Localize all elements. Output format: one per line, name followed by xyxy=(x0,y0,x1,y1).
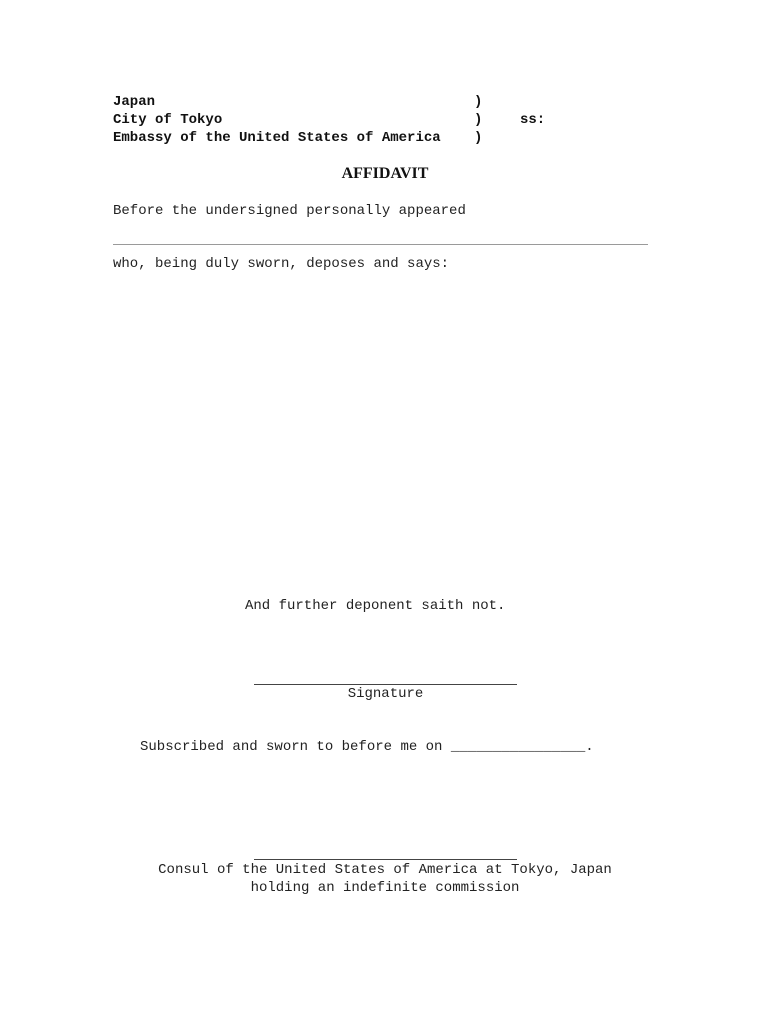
venue-ss: ss: xyxy=(520,112,546,128)
closing-statement: And further deponent saith not. xyxy=(245,598,506,614)
consul-title-line1: Consul of the United States of America at Tokyo, Japan xyxy=(158,862,612,878)
subscribed-label: Subscribed and sworn to before me on xyxy=(140,739,443,755)
consul-signature-line[interactable] xyxy=(254,859,517,860)
venue-paren-2: ) xyxy=(474,112,483,128)
signature-label: Signature xyxy=(347,686,424,702)
venue-city: City of Tokyo xyxy=(113,112,223,128)
sworn-statement: who, being duly sworn, deposes and says: xyxy=(113,256,450,272)
consul-title-line2: holding an indefinite commission xyxy=(250,880,520,896)
document-title: AFFIDAVIT xyxy=(341,165,429,182)
venue-embassy: Embassy of the United States of America xyxy=(113,130,441,146)
deponent-name-line[interactable] xyxy=(113,244,648,245)
subscribed-period: . xyxy=(585,739,594,755)
venue-country: Japan xyxy=(113,94,156,110)
intro-text: Before the undersigned personally appeared xyxy=(113,203,466,219)
subscribed-text xyxy=(140,738,594,756)
venue-paren-3: ) xyxy=(474,130,483,146)
venue-paren-1: ) xyxy=(474,94,483,110)
date-blank[interactable]: ________________ xyxy=(450,739,586,755)
